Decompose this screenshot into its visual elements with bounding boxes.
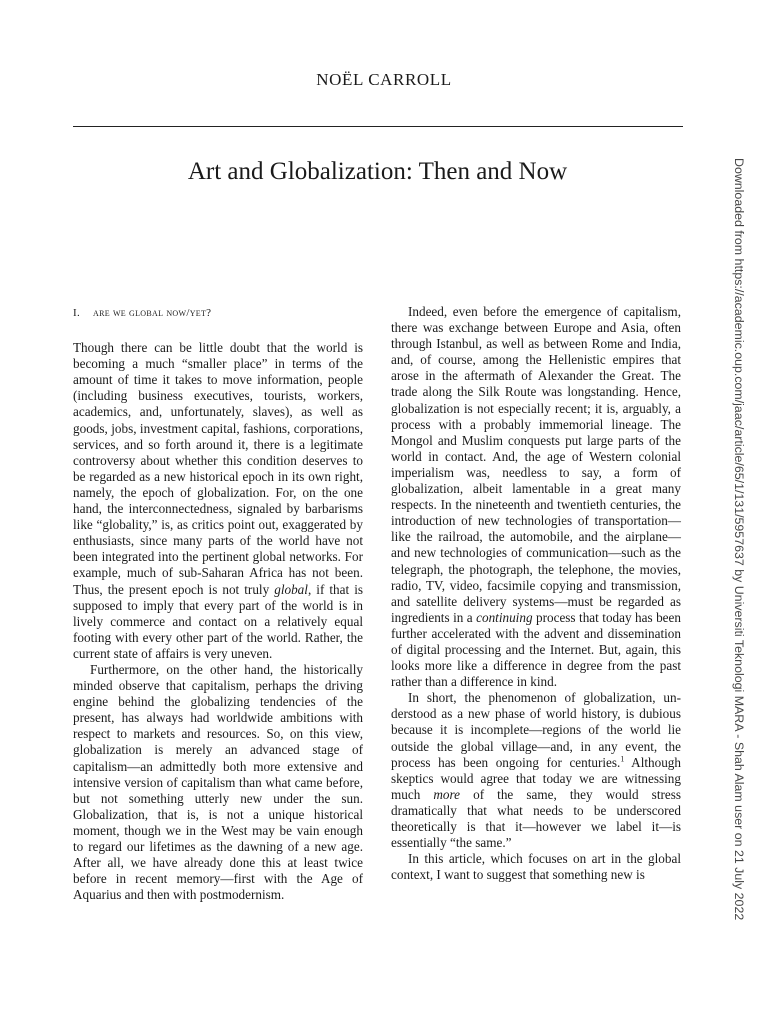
emphasis-text: global: [274, 581, 308, 597]
emphasis-text: continuing: [476, 609, 533, 625]
author-name: NOËL CARROLL: [316, 70, 452, 89]
article-title: Art and Globalization: Then and Now: [187, 158, 568, 185]
section-heading: [73, 305, 363, 321]
paragraph: [391, 851, 681, 883]
paragraph-text: Although skeptics would agree that today we are witnessing much: [391, 754, 681, 802]
section-title: are we global now/yet?: [93, 307, 212, 319]
paragraph-text: Furthermore, on the other hand, the historically minded observe that capitalism, perhaps the driving engine behind the globalizing tendencies of the present, has always had worldwide ambitions with respect to markets and resources. So, on this view, globalization is merely an advanced stage of capitalism—an admittedly both more extensive and intensive version of capitalism than what came before, but not something utterly new under the sun. Globalization, that is, is not a unique historical moment, though we in the West may be vain enough to regard our lifetimes as the dawning of a new age. After all, we have already done this at least twice before in recent memory—first with the Age of Aquarius and then with postmodernism.: [73, 661, 363, 903]
paragraph: [391, 304, 681, 690]
emphasis-text: more: [433, 786, 461, 802]
paragraph: [391, 690, 681, 851]
paragraph: [73, 340, 363, 662]
download-watermark: Downloaded from https://academic.oup.com/jaac/article/65/1/131/5957637 by Universiti Teknologi MARA - Shah Alam user on 21 July 2022: [732, 158, 746, 921]
left-column: [73, 300, 363, 903]
paragraph-text: , if that is supposed to imply that every part of the world is in lively commerce and contact on a relatively equal footing with every other part of the world. Rather, the current state of affairs is very uneven.: [73, 581, 363, 661]
right-column: [391, 304, 681, 883]
paragraph-text: Indeed, even before the emergence of capitalism, there was exchange between Europe and Asia, often through Istanbul, as well as between Rome and India, and, of course, among the Hellenistic empires that arose in the aftermath of Alexander the Great. The trade along the Silk Route was longstanding. Hence, globalization is not especially recent; it is, arguably, a process with a probably immemorial lineage. The Mongol and Muslim conquests put large parts of the world in contact. And, the age of Western colonial imperialism was, needless to say, a form of globalization, albeit lamentable in a great many respects. In the nineteenth and twentieth centuries, the introduction of new technologies of transportation—like the railroad, the automobile, and the airplane—and new technologies of communication—such as the telegraph, the photograph, the telephone, the movies, radio, TV, video, facsimile copying and transmission, and satellite delivery systems—must be regarded as ingredients in a: [391, 304, 681, 625]
paragraph-text: In short, the phenomenon of globalization, understood as a new phase of world history, is dubious because it is incomplete—regions of the world lie outside the global village—and, in any event, the process has been ongoing for centuries.: [391, 690, 681, 770]
header-rule: [73, 126, 683, 127]
footnote-marker[interactable]: 1: [620, 754, 625, 764]
paragraph-text: Though there can be little doubt that the world is becoming a much “smaller place” in terms of the amount of time it takes to move information, people (including business executives, tourists, workers, academics, and, unfortunately, slaves), as well as goods, jobs, investment capital, fashions, corporations, services, and so forth around it, there is a legitimate controversy about whether this condition deserves to be regarded as a new historical epoch in its own right, namely, the epoch of globalization. For, on the one hand, the interconnectedness, signaled by barbarisms like “globality,” is, as critics point out, exaggerated by enthusiasts, since many parts of the world have not been integrated into the pertinent global networks. For example, much of sub-Saharan Africa has not been. Thus, the present epoch is not truly: [73, 340, 363, 597]
paragraph-text: process that today has been further accelerated with the advent and dissemination of digital processing and the Internet. But, again, this looks more like a difference in degree from the past rather than a difference in kind.: [391, 609, 681, 690]
section-number: I.: [73, 307, 81, 319]
paragraph-text: of the same, they would stress dramatically that what needs to be underscored theoretically is that it—however we label it—is essentially “the same.”: [391, 786, 681, 851]
paragraph: [73, 662, 363, 903]
paragraph-text: In this article, which focuses on art in the global context, I want to suggest that something new is: [391, 851, 681, 883]
